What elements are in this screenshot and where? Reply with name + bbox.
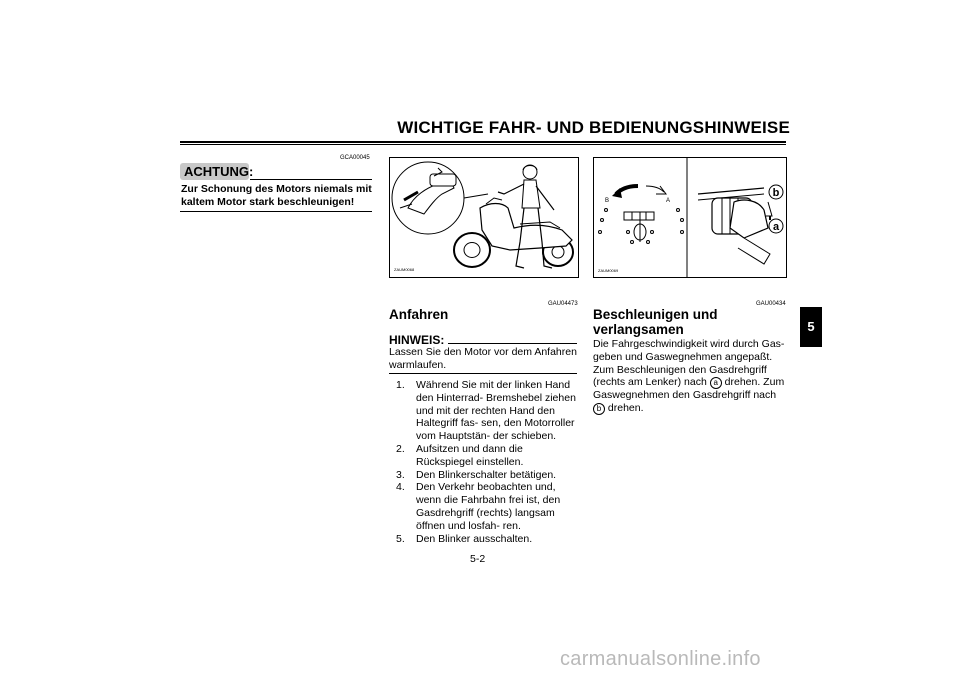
figure-throttle <box>593 157 787 278</box>
beschleunigen-heading-1: Beschleunigen und <box>593 307 718 322</box>
anfahren-heading: Anfahren <box>389 307 449 322</box>
achtung-label: ACHTUNG: <box>180 163 249 180</box>
hinweis-end-rule <box>389 373 577 374</box>
hinweis-rule <box>448 343 577 344</box>
figure1-id: ZAUM0068 <box>394 267 415 272</box>
page-title: WICHTIGE FAHR- UND BEDIENUNGSHINWEISE <box>397 118 790 137</box>
symbol-b: b <box>593 403 605 415</box>
chapter-tab: 5 <box>800 307 822 347</box>
callout-a: a <box>772 221 780 233</box>
title-rule <box>180 141 786 143</box>
anfahren-code: GAU04473 <box>548 301 578 307</box>
list-item: 5. Den Blinker ausschalten. <box>396 532 533 545</box>
list-item: 3. Den Blinkerschalter betätigen. <box>396 468 557 481</box>
hinweis-label: HINWEIS: <box>389 333 445 347</box>
watermark: carmanualsonline.info <box>560 648 761 670</box>
hinweis-text: Lassen Sie den Motor vor dem Anfahren warmlaufen. <box>389 346 577 371</box>
warning-end-rule <box>180 211 372 212</box>
section-code: GCA00045 <box>340 155 370 161</box>
scooter-push-illustration <box>390 158 578 277</box>
symbol-a: a <box>710 377 722 389</box>
callout-b: b <box>772 187 780 199</box>
figure2-id: ZAUM0069 <box>598 268 619 273</box>
figure-scooter-push <box>389 157 579 278</box>
throttle-illustration <box>594 158 786 277</box>
beschleunigen-heading-2: verlangsamen <box>593 322 684 337</box>
beschleunigen-text: Die Fahrgeschwindigkeit wird durch Gas- geben und Gaswegnehmen angepaßt. Zum Beschleunigen den Gasdrehgriff (rechts am Lenker) nach a drehen. Zum Gaswegnehmen den Gasdrehgriff nach b drehen. <box>593 338 785 415</box>
list-item: 1. Während Sie mit der linken Hand den Hinterrad- Bremshebel ziehen und mit der rechten Hand den Haltegriff fas- sen, den Motorroller vom Hauptstän- der schieben. <box>396 379 576 443</box>
warning-text: Zur Schonung des Motors niemals mit kaltem Motor stark beschleunigen! <box>181 183 372 208</box>
page-number: 5-2 <box>470 553 486 565</box>
throttle-label-a: A <box>666 198 671 204</box>
title-rule-thin <box>180 144 786 145</box>
beschleunigen-code: GAU00434 <box>756 301 786 307</box>
steps-list <box>396 379 580 545</box>
list-item: 4. Den Verkehr beobachten und, wenn die Fahrbahn frei ist, den Gasdrehgriff (rechts) langsam öffnen und losfah- ren. <box>396 481 561 532</box>
achtung-rule <box>250 179 372 180</box>
throttle-label-b: B <box>605 198 610 204</box>
list-item: 2. Aufsitzen und dann die Rückspiegel einstellen. <box>396 442 524 468</box>
